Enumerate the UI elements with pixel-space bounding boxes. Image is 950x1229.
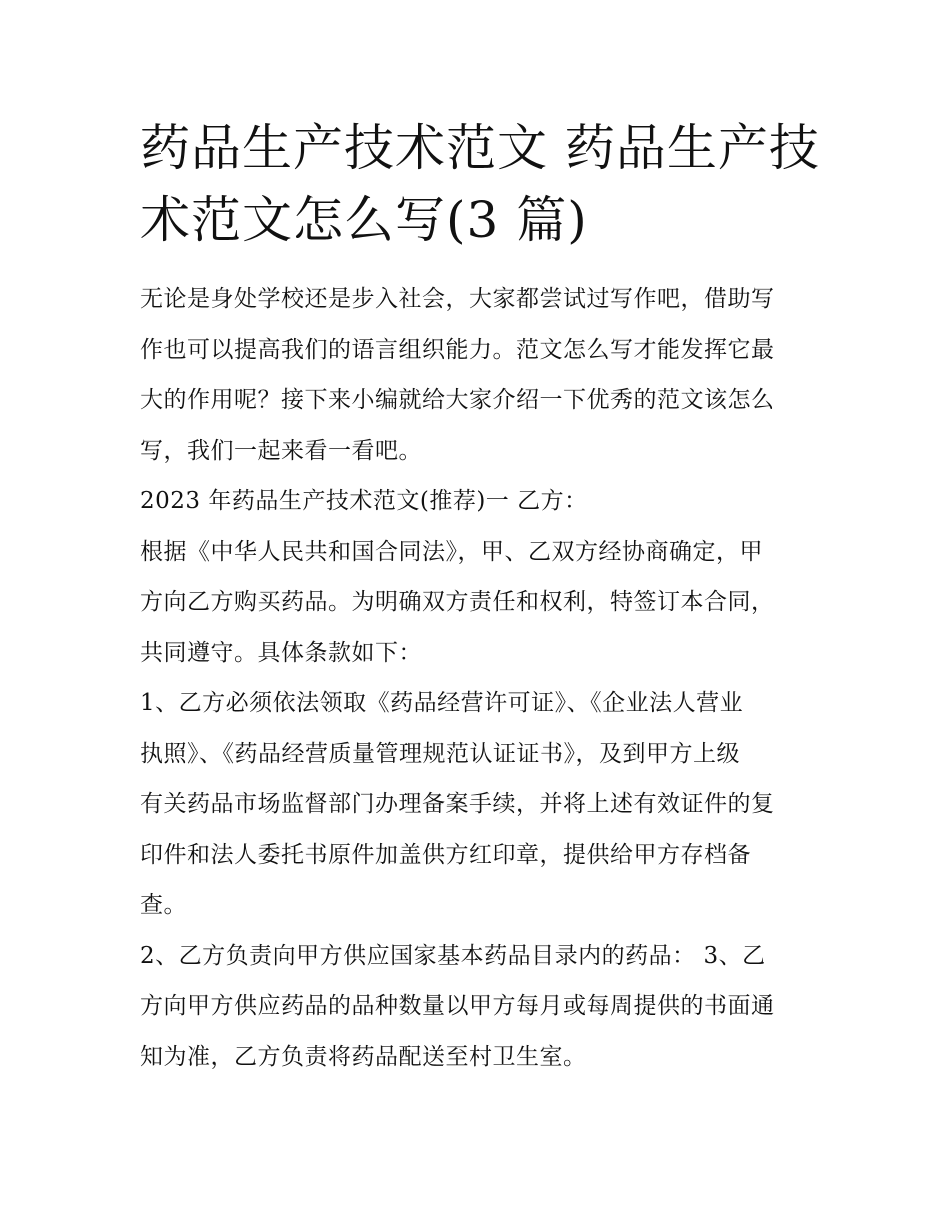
- title-line: 术范文怎么写(3 篇): [140, 191, 588, 249]
- text-line: 共同遵守。具体条款如下：: [140, 639, 422, 666]
- text-line: 2023 年药品生产技术范文(推荐)一 乙方：: [140, 488, 588, 514]
- text-line: 根据《中华人民共和国合同法》，甲、乙双方经协商确定，甲: [140, 538, 763, 565]
- clause-2-3: [140, 931, 815, 1083]
- text-line: 2、乙方负责向甲方供应国家基本药品目录内的药品： 3、乙: [140, 942, 766, 969]
- contract-preamble: [140, 527, 815, 679]
- text-line: 无论是身处学校还是步入社会，大家都尝试过写作吧，借助写: [140, 286, 775, 312]
- clause-1: [140, 678, 815, 931]
- text-line: 有关药品市场监督部门办理备案手续，并将上述有效证件的复: [140, 791, 775, 817]
- section-heading: [140, 476, 815, 527]
- text-line: 查。: [140, 892, 187, 918]
- text-line: 印件和法人委托书原件加盖供方红印章，提供给甲方存档备: [140, 841, 751, 868]
- text-line: 方向甲方供应药品的品种数量以甲方每月或每周提供的书面通: [140, 993, 775, 1019]
- text-line: 作也可以提高我们的语言组织能力。范文怎么写才能发挥它最: [140, 336, 775, 363]
- text-line: 执照》、《药品经营质量管理规范认证证书》，及到甲方上级: [140, 740, 740, 767]
- text-line: 方向乙方购买药品。为明确双方责任和权利，特签订本合同，: [140, 589, 775, 615]
- text-line: 1、乙方必须依法领取《药品经营许可证》、《企业法人营业: [140, 690, 744, 716]
- document-page: [140, 112, 820, 1082]
- title-line: 药品生产技术范文 药品生产技: [140, 119, 820, 177]
- document-title: [140, 112, 820, 256]
- text-line: 写，我们一起来看一看吧。: [140, 437, 422, 464]
- text-line: 知为准，乙方负责将药品配送至村卫生室。: [140, 1043, 587, 1070]
- intro-paragraph: [140, 274, 815, 476]
- text-line: 大的作用呢？接下来小编就给大家介绍一下优秀的范文该怎么: [140, 387, 775, 413]
